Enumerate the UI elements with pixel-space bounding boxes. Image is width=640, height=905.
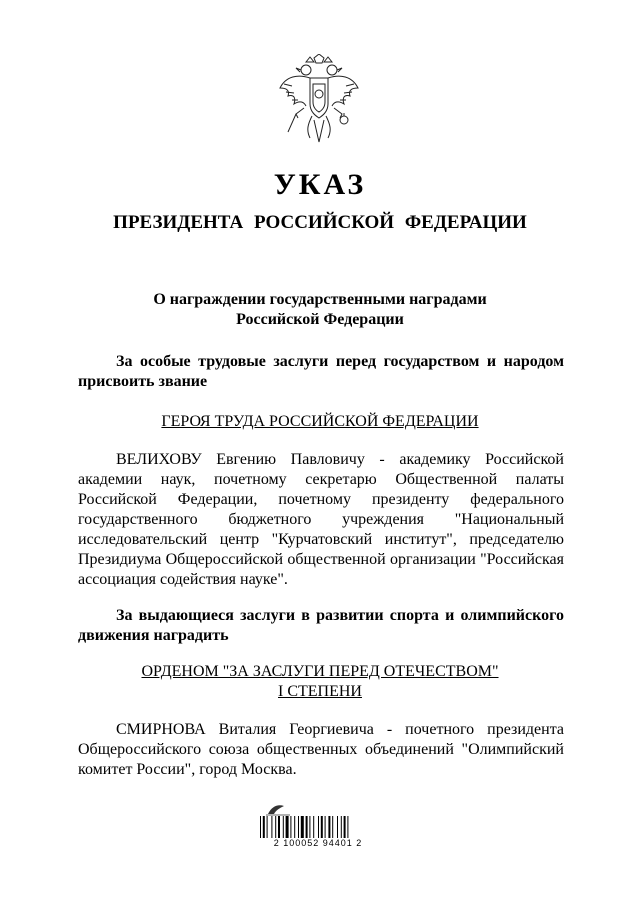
award-hero-of-labor (0, 412, 640, 432)
heading-line-1: О награждении государственными наградами (153, 291, 487, 308)
double-headed-eagle-emblem-icon (276, 54, 362, 146)
document-subtitle: ПРЕЗИДЕНТА РОССИЙСКОЙ ФЕДЕРАЦИИ (113, 212, 527, 233)
award-order-merit-line-2: I СТЕПЕНИ (278, 683, 362, 700)
document-title: УКАЗ (273, 168, 367, 201)
paragraph-title-conferral: За особые трудовые заслуги перед государством и народом присвоить звание (78, 353, 564, 390)
award-order-merit (0, 662, 640, 702)
award-hero-of-labor-label: ГЕРОЯ ТРУДА РОССИЙСКОЙ ФЕДЕРАЦИИ (161, 413, 479, 430)
heading-line-2: Российской Федерации (236, 311, 404, 328)
barcode-number: 2 100052 94401 2 (273, 838, 363, 848)
document-heading (80, 290, 560, 330)
paragraph-recipient-smirnov: СМИРНОВА Виталия Георгиевича - почетного президента Общероссийского союза общественных объединений "Олимпийский комитет России", город Москва. (78, 721, 564, 778)
printer-logo-icon (264, 802, 292, 816)
award-order-merit-line-1: ОРДЕНОМ "ЗА ЗАСЛУГИ ПЕРЕД ОТЕЧЕСТВОМ" (141, 663, 499, 680)
paragraph-sport-merit: За выдающиеся заслуги в развитии спорта и олимпийского движения наградить (78, 607, 564, 644)
paragraph-recipient-velikhov: ВЕЛИХОВУ Евгению Павловичу - академику Российской академии наук, почетному секретарю Общественной палаты Российской Федерации, почетному президенту федерального государственного бюджетного учреждения "Национальный исследовательский центр "Курчатовский институт", председателю Президиума Общероссийской общественной организации "Российская ассоциация содействия науке". (78, 451, 564, 588)
